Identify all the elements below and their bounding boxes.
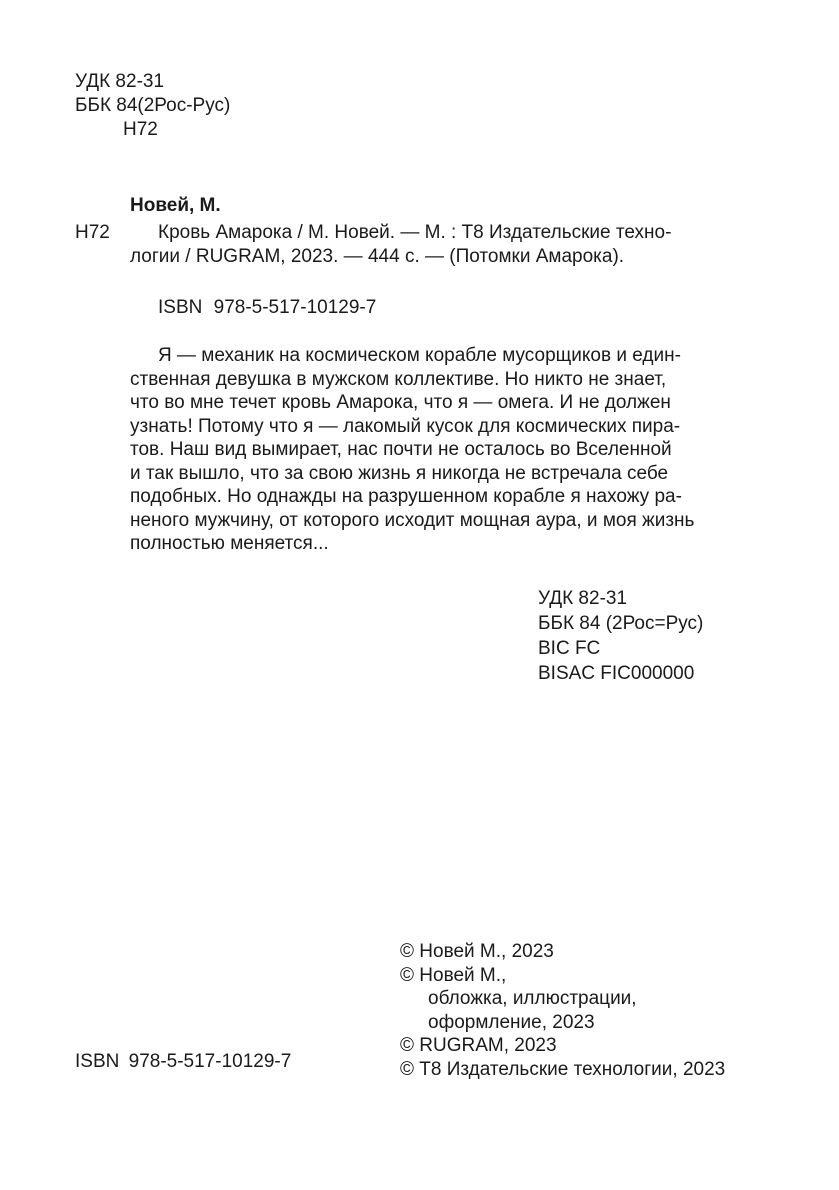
catalog-line-2: логии / RUGRAM, 2023. — 444 с. — (Потомки Амарока). — [130, 246, 625, 267]
copyright-line: © RUGRAM, 2023 — [400, 1035, 557, 1056]
catalog-author — [130, 194, 221, 218]
copyright-line: обложка, иллюстрации, — [428, 988, 637, 1009]
classification-bisac: BISAC FIC000000 — [538, 663, 695, 684]
annotation-line: узнать! Потому что я — лакомый кусок для космических пира- — [130, 415, 681, 437]
catalog-code — [75, 221, 110, 245]
copyright-line: © Т8 Издательские технологии, 2023 — [400, 1058, 726, 1080]
catalog-line-1: Кровь Амарока / М. Новей. — М. : Т8 Издательские техно- — [158, 222, 672, 243]
header-udk: УДК 82-31 — [75, 71, 165, 92]
author-name: Новей, М. — [130, 195, 221, 216]
classification-block — [538, 586, 703, 686]
catalog-description — [130, 221, 712, 269]
annotation-line: Я — механик на космическом корабле мусорщиков и един- — [158, 345, 681, 366]
footer-isbn: ISBN 978-5-517-10129-7 — [75, 1051, 292, 1072]
header-classification — [75, 70, 230, 142]
annotation-line: неного мужчину, от которого исходит мощная аура, и моя жизнь — [130, 509, 695, 531]
copyright-line: © Новей М., 2023 — [400, 941, 554, 962]
header-author-code: Н72 — [123, 119, 158, 140]
annotation — [130, 344, 712, 556]
catalog-isbn-block — [158, 296, 376, 320]
catalog-author-code: Н72 — [75, 222, 110, 243]
annotation-line: полностью меняется... — [130, 533, 329, 554]
annotation-line: тов. Наш вид вымирает, нас почти не осталось во Вселенной — [130, 439, 672, 460]
copyright-line: © Новей М., — [400, 964, 507, 986]
classification-udk: УДК 82-31 — [538, 588, 628, 609]
annotation-line: ственная девушка в мужском коллективе. Но никто не знает, — [130, 368, 667, 390]
copyright-block — [400, 940, 725, 1081]
header-bbk: ББК 84(2Рос-Рус) — [75, 95, 231, 116]
annotation-line: что во мне течет кровь Амарока, что я — омега. И не должен — [130, 392, 671, 413]
copyright-line: оформление, 2023 — [428, 1011, 595, 1033]
footer-isbn-block — [75, 1050, 291, 1074]
classification-bbk: ББК 84 (2Рос=Рус) — [538, 613, 704, 634]
catalog-isbn: ISBN 978-5-517-10129-7 — [158, 297, 377, 318]
classification-bic: BIC FC — [538, 638, 601, 659]
annotation-line: и так вышло, что за свою жизнь я никогда не встречала себе — [130, 462, 669, 484]
annotation-line: подобных. Но однажды на разрушенном корабле я нахожу ра- — [130, 486, 682, 507]
